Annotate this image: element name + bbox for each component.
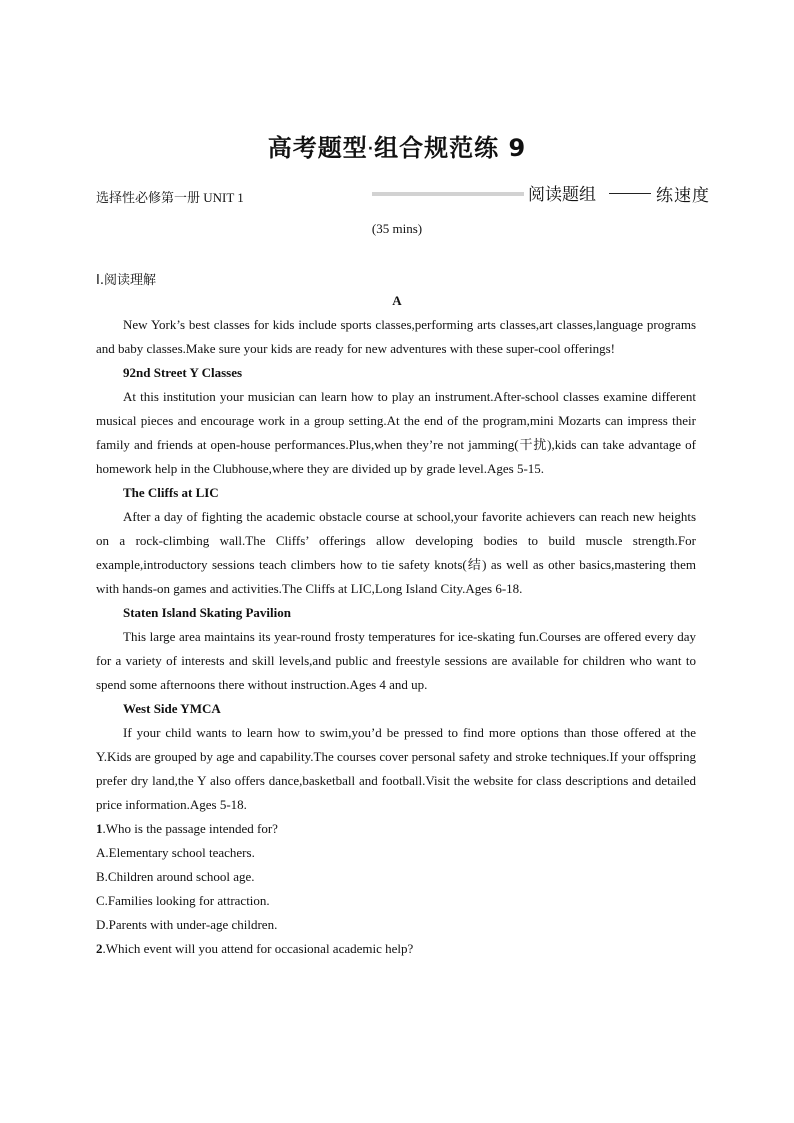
paragraph-ymca: If your child wants to learn how to swim,you’d be pressed to find more options than those offered at the Y.Kids are grouped by age and capability.The courses cover personal safety and stroke techniques.If your offspring prefer dry land,the Y also offers dance,basketball and football.Visit the website for class descriptions and detailed price information.Ages 5-18.: [96, 725, 696, 812]
speed-label: 练速度: [656, 186, 710, 206]
reading-group-title: 阅读题组: [528, 185, 596, 205]
passage-body: [96, 313, 696, 961]
book-unit-label: 选择性必修第一册 UNIT 1: [96, 190, 244, 205]
title-rest: 组合规范练 9: [374, 134, 527, 162]
class-heading-cliffs: The Cliffs at LIC: [123, 485, 219, 500]
option-b: B.Children around school age.: [96, 869, 255, 884]
option-d: D.Parents with under-age children.: [96, 917, 278, 932]
question-number: 2: [96, 941, 103, 956]
time-limit: (35 mins): [371, 221, 423, 236]
class-heading-ymca: West Side YMCA: [123, 701, 221, 716]
gray-rule: [372, 192, 524, 196]
title-main: 高考题型: [267, 134, 368, 162]
question-2: [96, 937, 696, 961]
passage-letter: A: [392, 293, 402, 308]
dash-divider: [609, 193, 651, 194]
class-heading-skating: Staten Island Skating Pavilion: [123, 605, 291, 620]
subtitle-line: [96, 180, 716, 208]
class-heading-92nd-street: 92nd Street Y Classes: [123, 365, 243, 380]
intro-paragraph: New York’s best classes for kids include sports classes,performing arts classes,art classes,language programs and baby classes.Make sure your kids are ready for new adventures with these super-cool offerings!: [96, 317, 696, 356]
option-c: C.Families looking for attraction.: [96, 893, 270, 908]
question-1: [96, 817, 696, 841]
question-number: 1: [96, 821, 103, 836]
option-a: A.Elementary school teachers.: [96, 845, 255, 860]
section-heading: Ⅰ.阅读理解: [96, 273, 156, 288]
paragraph-cliffs: After a day of fighting the academic obstacle course at school,your favorite achievers can reach new heights on a rock-climbing wall.The Cliffs’ offerings allow developing bodies to build muscle strength.For example,introductory sessions teach climbers how to tie safety knots(结) as well as other basics,mastering them with hands-on games and activities.The Cliffs at LIC,Long Island City.Ages 6-18.: [96, 509, 696, 596]
title-dot: ·: [367, 141, 375, 157]
question-text: .Who is the passage intended for?: [102, 821, 278, 836]
paragraph-skating: This large area maintains its year-round frosty temperatures for ice-skating fun.Courses are offered every day for a variety of interests and skill levels,and public and freestyle sessions are available for children who want to spend some afternoons there without instruction.Ages 4 and up.: [96, 629, 696, 692]
page-title: [0, 128, 794, 163]
paragraph-92nd-street: At this institution your musician can learn how to play an instrument.After-school classes examine different musical pieces and encourage work in a group setting.At the end of the program,mini Mozarts can impress their family and friends at open-house performances.Plus,when they’re not jamming(干扰),kids can take advantage of homework help in the Clubhouse,where they are divided up by grade level.Ages 5-15.: [96, 389, 696, 476]
question-text: .Which event will you attend for occasional academic help?: [102, 941, 414, 956]
